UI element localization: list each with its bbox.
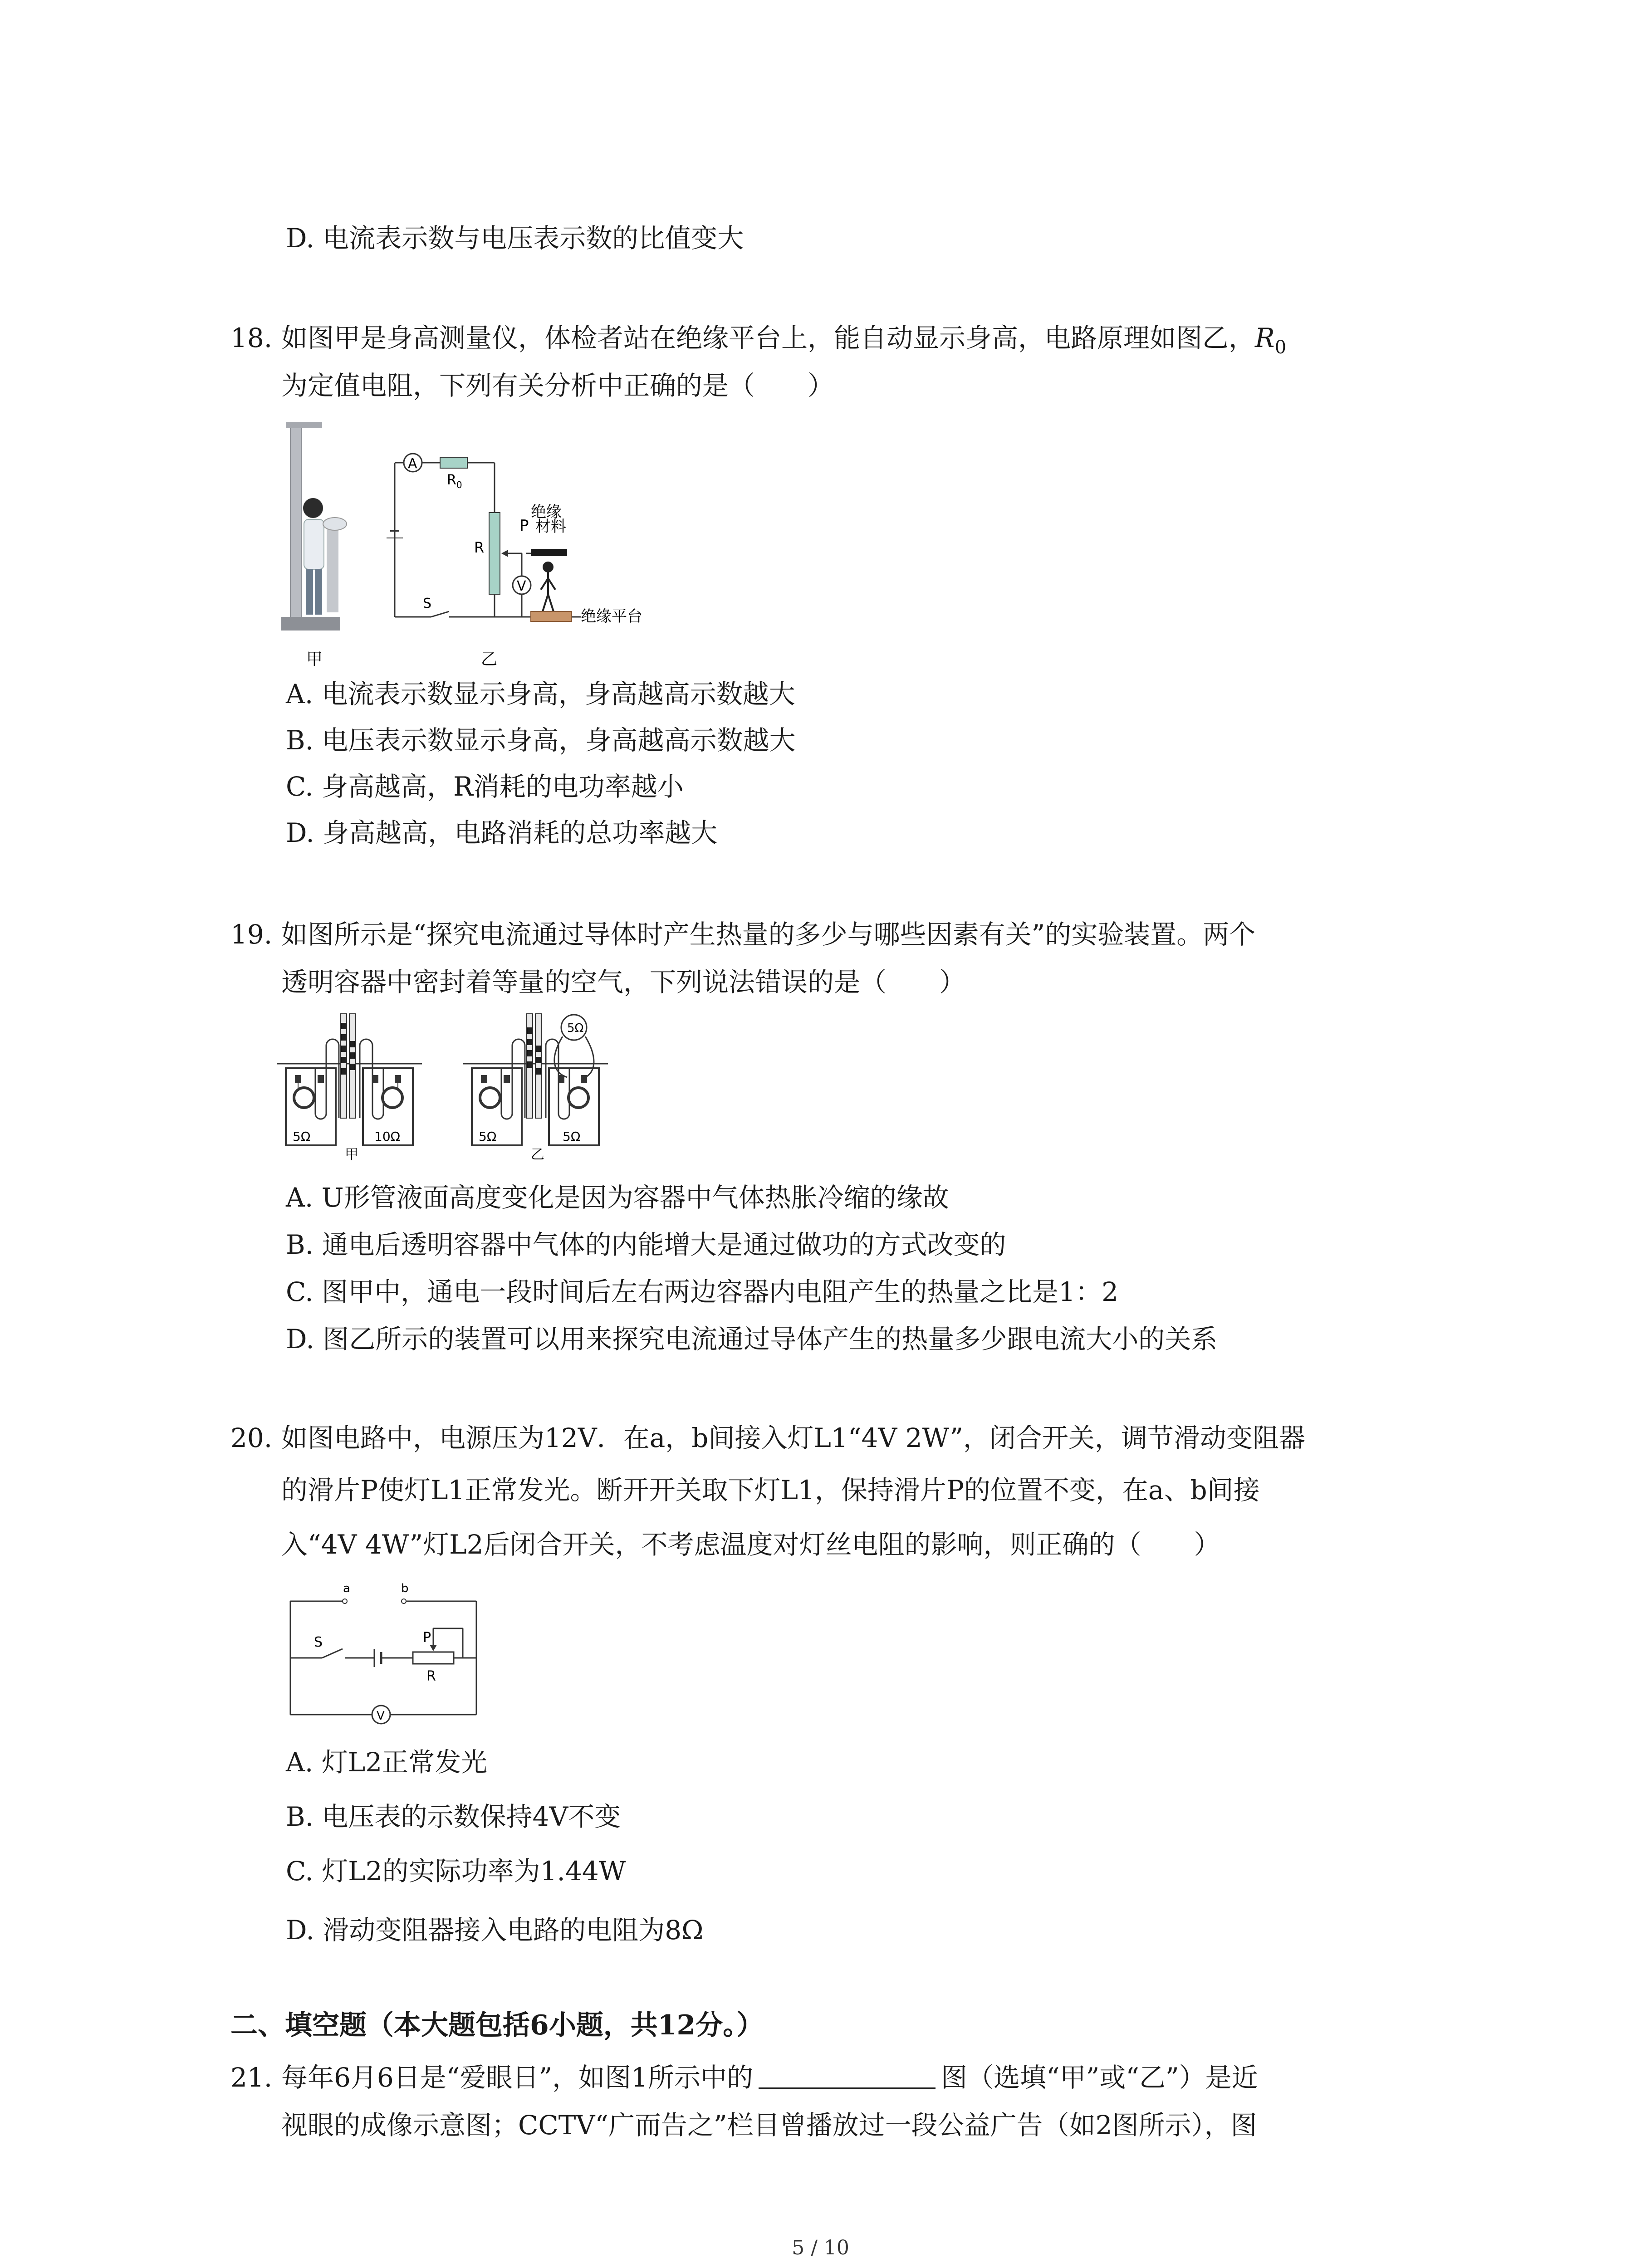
q19-option-b: B. 通电后透明容器中气体的内能增大是通过做功的方式改变的 (286, 1229, 1006, 1260)
q20-option-a: A. 灯L2正常发光 (286, 1747, 488, 1778)
page-number: 5 / 10 (792, 2236, 849, 2259)
q20-label-p: P (423, 1630, 431, 1646)
q20-stem-line2: 的滑片P使灯L1正常发光。断开开关取下灯L1，保持滑片P的位置不变，在a、b间接 (281, 1475, 1260, 1505)
q18-label-yi: 乙 (481, 650, 498, 669)
q20-number: 20. (230, 1422, 273, 1453)
q20-label-r: R (426, 1668, 436, 1684)
q18-stem-line2: 为定值电阻，下列有关分析中正确的是（ ） (281, 370, 834, 401)
apparatus-yi (463, 1014, 608, 1145)
q19-option-c: C. 图甲中，通电一段时间后左右两边容器内电阻产生的热量之比是1：2 (286, 1276, 1118, 1307)
q18-figure (268, 417, 676, 671)
slider-bar (531, 549, 567, 556)
r0-label: $R_0$ (447, 472, 462, 490)
q18-stem-line1 (281, 320, 1286, 366)
voltmeter-label: V (517, 578, 526, 594)
apparatus-jia (277, 1014, 422, 1145)
q18-number: 18. (230, 323, 273, 353)
q18-label-jia: 甲 (306, 650, 323, 669)
p-label: P (519, 517, 529, 535)
q20-option-c: C. 灯L2的实际功率为1.44W (286, 1856, 626, 1887)
r0-resistor (440, 457, 467, 468)
section2-heading: 二、填空题（本大题包括6小题，共12分。） (230, 2009, 764, 2041)
q21-answer-blank (759, 2061, 936, 2089)
q19-r3: 5Ω (479, 1129, 497, 1144)
q20-slider-arrow-icon (430, 1645, 437, 1651)
insulating-label: 绝缘 (531, 503, 562, 521)
q20-figure (281, 1579, 490, 1728)
q20-rheostat (413, 1652, 454, 1664)
q21-number: 21. (230, 2062, 273, 2093)
material-label: 材料 (535, 518, 566, 536)
q20-stem-line1: 如图电路中，电源压为12V．在a，b间接入灯L1“4V 2W”，闭合开关，调节滑动变阻器 (281, 1422, 1305, 1453)
slide-resistor (489, 513, 500, 594)
q19-r5: 5Ω (567, 1022, 584, 1035)
person-icon (541, 562, 555, 611)
q19-label-jia: 甲 (345, 1147, 358, 1163)
q19-label-yi: 乙 (531, 1147, 544, 1163)
q19-stem-line2: 透明容器中密封着等量的空气，下列说法错误的是（ ） (281, 967, 966, 997)
platform-label: 绝缘平台 (581, 607, 642, 626)
q20-label-v: V (377, 1709, 385, 1723)
q19-r4: 5Ω (563, 1129, 581, 1144)
q19-number: 19. (230, 919, 273, 950)
q18-stem-text: 如图甲是身高测量仪，体检者站在绝缘平台上，能自动显示身高，电路原理如图乙， (281, 323, 1255, 353)
q19-figure (272, 1009, 681, 1173)
ammeter-label: A (408, 456, 417, 472)
q19-r2: 10Ω (374, 1129, 401, 1144)
q18-option-b: B. 电压表示数显示身高，身高越高示数越大 (286, 725, 796, 756)
q18-option-c: C. 身高越高，R消耗的电功率越小 (286, 771, 684, 802)
r-label: R (474, 539, 485, 556)
q20-stem-line3: 入“4V 4W”灯L2后闭合开关，不考虑温度对灯丝电阻的影响，则正确的（ ） (281, 1529, 1220, 1560)
q21-stem-line1 (281, 2059, 1258, 2096)
q19-option-d: D. 图乙所示的装置可以用来探究电流通过导体产生的热量多少跟电流大小的关系 (286, 1324, 1218, 1354)
insulating-platform (531, 611, 572, 621)
q21-text-before-blank: 每年6月6日是“爱眼日”，如图1所示中的 (281, 2062, 754, 2093)
slider-arrow-icon (501, 550, 508, 557)
q19-option-a: A. U形管液面高度变化是因为容器中气体热胀冷缩的缘故 (286, 1182, 949, 1213)
q21-stem-line2: 视眼的成像示意图；CCTV“广而告之”栏目曾播放过一段公益广告（如2图所示），图 (281, 2110, 1257, 2141)
switch-label: S (423, 596, 432, 611)
q19-r1: 5Ω (293, 1129, 311, 1144)
q21-text-after-blank: 图（选填“甲”或“乙”）是近 (941, 2062, 1258, 2093)
q20-label-b: b (401, 1582, 409, 1595)
q18-r0-symbol: R (1255, 323, 1275, 353)
height-meter-photo (281, 422, 347, 631)
q20-option-b: B. 电压表的示数保持4V不变 (286, 1801, 621, 1832)
q20-option-d: D. 滑动变阻器接入电路的电阻为8Ω (286, 1915, 704, 1945)
q18-option-d: D. 身高越高，电路消耗的总功率越大 (286, 817, 718, 848)
q20-label-s: S (314, 1634, 323, 1650)
q18-r0-subscript: 0 (1274, 337, 1287, 358)
q18-option-a: A. 电流表示数显示身高，身高越高示数越大 (286, 679, 795, 709)
q20-label-a: a (343, 1582, 350, 1595)
q19-stem-line1: 如图所示是“探究电流通过导体时产生热量的多少与哪些因素有关”的实验装置。两个 (281, 919, 1256, 950)
q17-option-d: D. 电流表示数与电压表示数的比值变大 (286, 223, 744, 254)
